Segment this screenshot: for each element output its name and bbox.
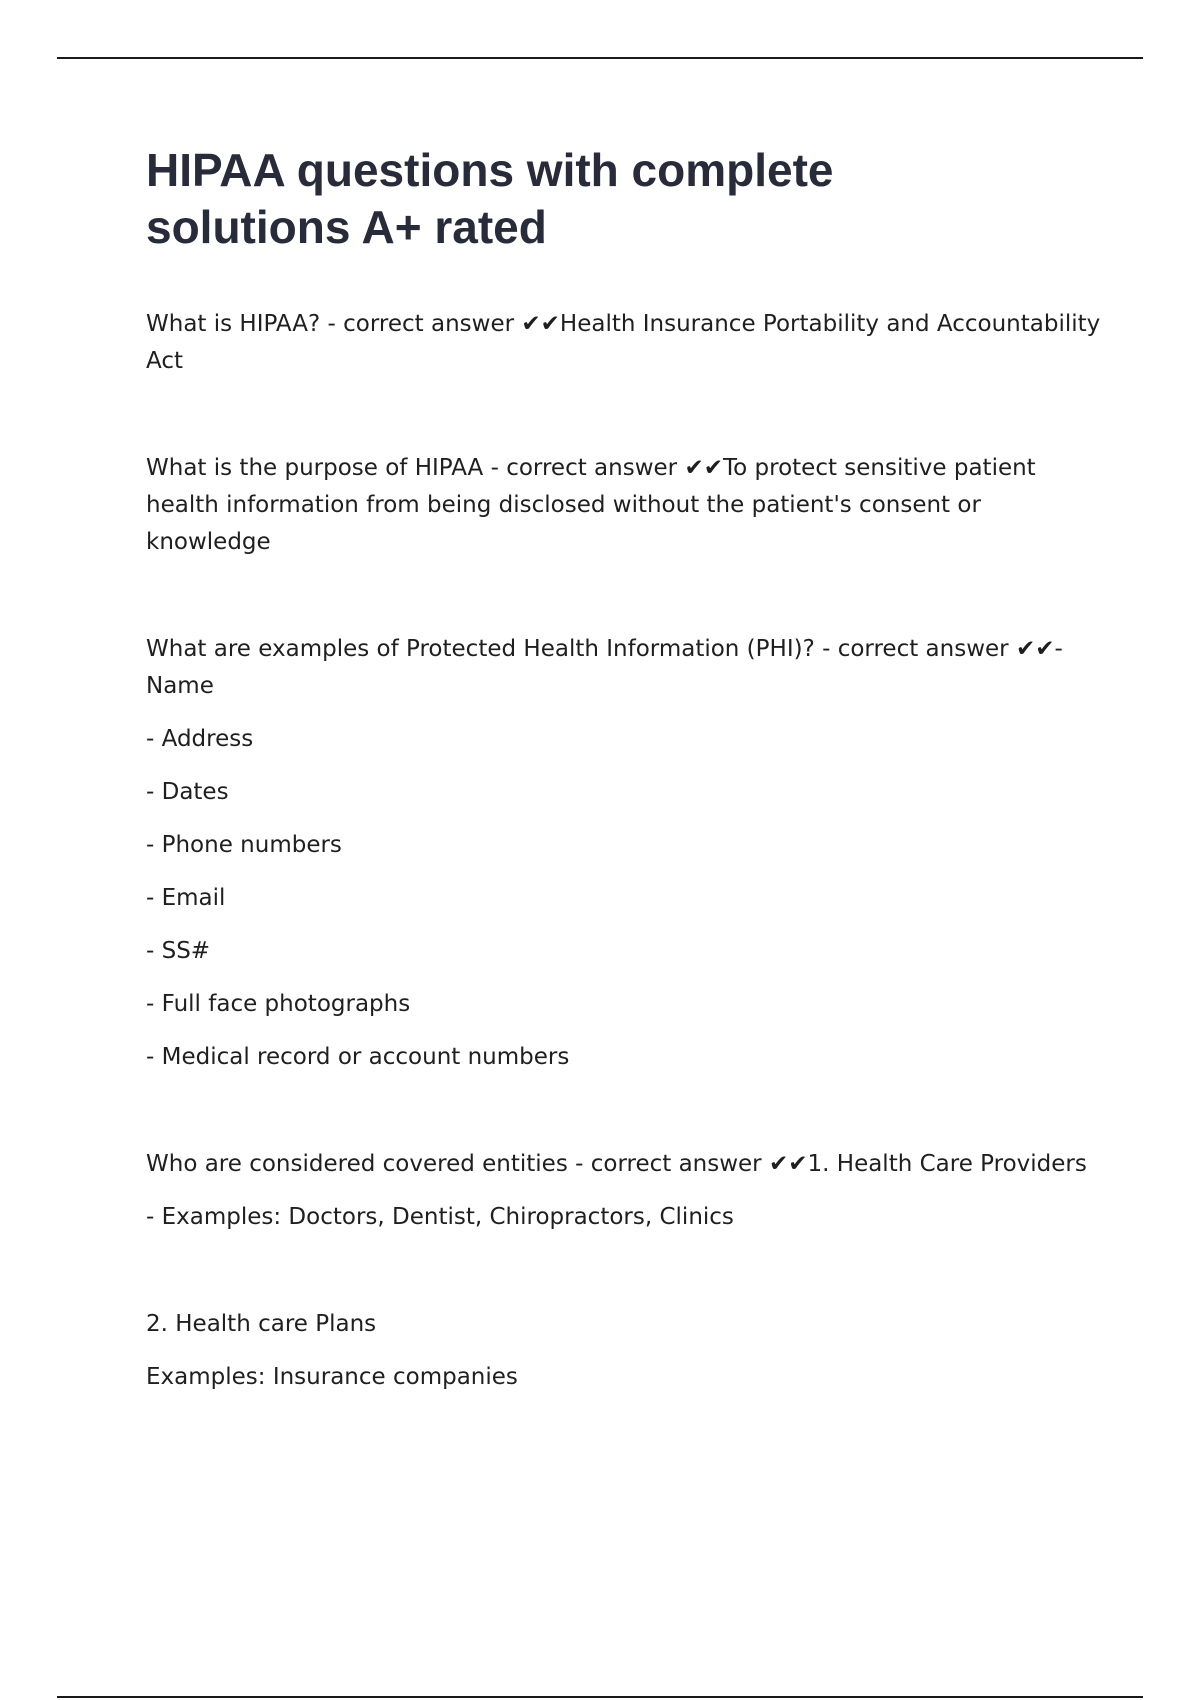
document-body	[146, 142, 1106, 1396]
checkmark-icon: ✔✔	[768, 1151, 808, 1177]
qa-text	[146, 450, 1106, 561]
list-item: - Medical record or account numbers	[146, 1044, 570, 1070]
extra-line: Examples: Insurance companies	[146, 1364, 518, 1390]
answer-text: To protect sensitive patient health information from being disclosed without the patient's consent or knowledge	[146, 455, 1036, 555]
answer-text: - Name	[146, 636, 1063, 699]
qa-text	[146, 1146, 1106, 1183]
bottom-rule	[57, 1696, 1143, 1698]
answer-text: Health Insurance Portability and Accountability Act	[146, 311, 1101, 374]
qa-extra	[146, 1306, 1106, 1396]
list-item: - Full face photographs	[146, 991, 411, 1017]
question-text: Who are considered covered entities - correct answer	[146, 1151, 769, 1177]
extra-heading: 2. Health care Plans	[146, 1311, 377, 1337]
list-item: - Examples: Doctors, Dentist, Chiropractors, Clinics	[146, 1204, 734, 1230]
qa-text	[146, 306, 1106, 380]
top-rule	[57, 57, 1143, 59]
qa-item-4	[146, 1146, 1106, 1236]
list-item: - Phone numbers	[146, 832, 342, 858]
answer-text: 1. Health Care Providers	[807, 1151, 1087, 1177]
checkmark-icon: ✔✔	[1015, 636, 1055, 662]
checkmark-icon: ✔✔	[521, 311, 560, 337]
qa-text	[146, 631, 1106, 705]
qa-item-2	[146, 450, 1106, 561]
question-text: What is HIPAA? - correct answer	[146, 311, 522, 337]
question-text: What are examples of Protected Health Information (PHI)? - correct answer	[146, 636, 1016, 662]
list-item: - Dates	[146, 779, 229, 805]
qa-item-1	[146, 306, 1106, 380]
list-item: - Address	[146, 726, 254, 752]
checkmark-icon: ✔✔	[684, 455, 723, 481]
list-item: - Email	[146, 885, 226, 911]
list-item: - SS#	[146, 938, 211, 964]
qa-item-3	[146, 631, 1106, 1076]
document-title: HIPAA questions with complete solutions A+ rated	[146, 144, 834, 253]
question-text: What is the purpose of HIPAA - correct answer	[146, 455, 685, 481]
